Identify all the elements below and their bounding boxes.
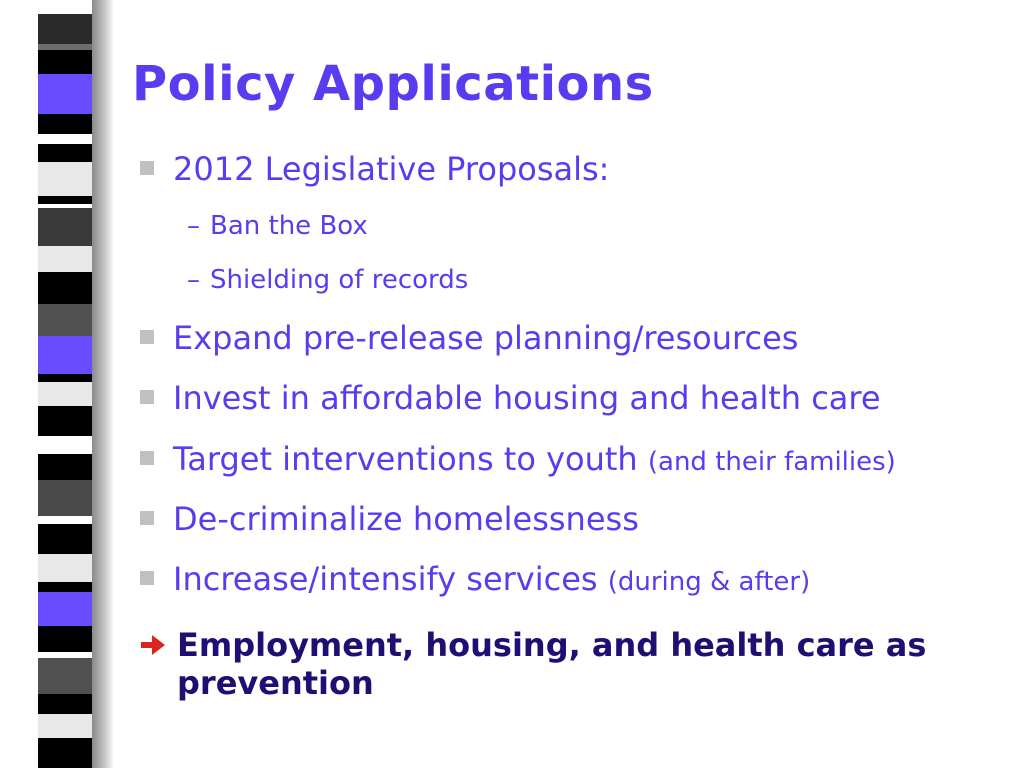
strip-block <box>38 626 92 652</box>
dash-bullet-icon: – <box>187 211 200 241</box>
bullet-note: (and their families) <box>647 447 896 477</box>
bullet-text: Expand pre-release planning/resources <box>173 319 799 357</box>
bullet-item <box>140 560 810 598</box>
strip-block <box>38 74 92 114</box>
strip-block <box>38 14 92 44</box>
strip-block <box>38 336 92 374</box>
square-bullet-icon <box>140 451 154 465</box>
strip-block <box>38 382 92 406</box>
square-bullet-icon <box>140 571 154 585</box>
strip-blocks <box>38 0 92 768</box>
strip-block <box>38 516 92 524</box>
strip-block <box>38 196 92 204</box>
sub-bullet-item <box>187 211 368 241</box>
slide-title: Policy Applications <box>132 56 654 112</box>
conclusion-item <box>140 626 1010 702</box>
strip-block <box>38 272 92 304</box>
strip-block <box>38 134 92 144</box>
strip-block <box>38 738 92 768</box>
bullet-text: Target interventions to youth <box>173 440 638 478</box>
strip-block <box>38 144 92 162</box>
strip-block <box>38 694 92 714</box>
strip-block <box>38 114 92 134</box>
bullet-item <box>140 500 639 538</box>
strip-shadow <box>92 0 114 768</box>
strip-block <box>38 162 92 196</box>
strip-block <box>38 50 92 74</box>
sub-bullet-item <box>187 265 468 295</box>
dash-bullet-icon: – <box>187 265 200 295</box>
bullet-item <box>140 319 798 357</box>
bullet-text: 2012 Legislative Proposals: <box>173 150 610 188</box>
bullet-item <box>140 440 896 478</box>
bullet-text: Invest in affordable housing and health care <box>173 379 881 417</box>
right-arrow-icon <box>140 634 166 656</box>
strip-block <box>38 524 92 554</box>
square-bullet-icon <box>140 390 154 404</box>
strip-block <box>38 246 92 272</box>
strip-block <box>38 480 92 516</box>
bullet-note: (during & after) <box>607 567 811 597</box>
strip-block <box>38 374 92 382</box>
bullet-item <box>140 150 609 188</box>
conclusion-text: Employment, housing, and health care as prevention <box>177 626 927 702</box>
bullet-text: De-criminalize homelessness <box>173 500 639 538</box>
square-bullet-icon <box>140 511 154 525</box>
square-bullet-icon <box>140 330 154 344</box>
decorative-strip <box>0 0 118 768</box>
sub-bullet-text: Shielding of records <box>210 265 469 295</box>
strip-block <box>38 658 92 694</box>
bullet-item <box>140 379 881 417</box>
sub-bullet-text: Ban the Box <box>210 211 368 241</box>
strip-block <box>38 0 92 14</box>
square-bullet-icon <box>140 161 154 175</box>
strip-block <box>38 436 92 454</box>
strip-block <box>38 582 92 592</box>
strip-block <box>38 454 92 480</box>
bullet-text: Increase/intensify services <box>173 560 598 598</box>
strip-block <box>38 208 92 246</box>
strip-block <box>38 406 92 436</box>
strip-block <box>38 304 92 336</box>
strip-block <box>38 592 92 626</box>
strip-block <box>38 554 92 582</box>
strip-block <box>38 714 92 738</box>
